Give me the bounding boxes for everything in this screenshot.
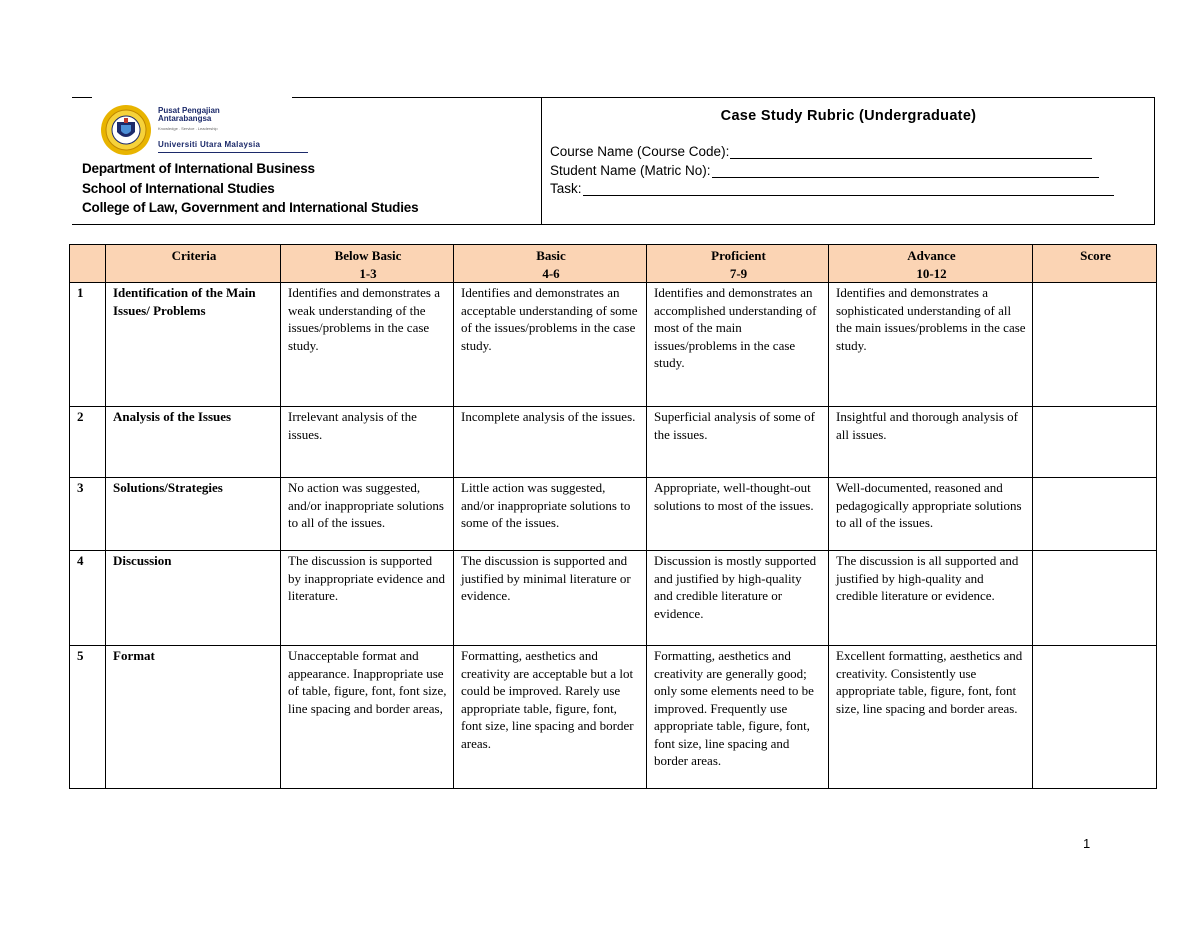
proficient-cell: Appropriate, well-thought-out solutions to most of the issues.	[647, 478, 829, 551]
school-line: School of International Studies	[82, 180, 275, 196]
course-input-line[interactable]	[730, 144, 1092, 159]
score-cell[interactable]	[1033, 646, 1157, 789]
table-row	[70, 478, 1157, 551]
rubric-table	[69, 244, 1157, 789]
criteria-cell: Discussion	[106, 551, 281, 646]
row-number: 2	[70, 407, 106, 478]
table-row	[70, 407, 1157, 478]
below-basic-header: Below Basic 1-3	[281, 245, 454, 283]
page-number: 1	[1083, 836, 1091, 851]
proficient-header: Proficient 7-9	[647, 245, 829, 283]
below-basic-cell: Unacceptable format and appearance. Inappropriate use of table, figure, font, font size, line spacing and border areas,	[281, 646, 454, 789]
row-number: 1	[70, 283, 106, 407]
criteria-cell: Identification of the Main Issues/ Problems	[106, 283, 281, 407]
task-input-line[interactable]	[583, 181, 1114, 196]
basic-header: Basic 4-6	[454, 245, 647, 283]
below-basic-cell: No action was suggested, and/or inappropriate solutions to all of the issues.	[281, 478, 454, 551]
score-cell[interactable]	[1033, 551, 1157, 646]
department-line: Department of International Business	[82, 161, 315, 176]
student-label: Student Name (Matric No):	[550, 163, 711, 178]
course-label: Course Name (Course Code):	[550, 144, 730, 159]
crest-icon	[100, 104, 152, 156]
advance-cell: The discussion is all supported and justified by high-quality and credible literature or evidence.	[829, 551, 1033, 646]
proficient-cell: Superficial analysis of some of the issues.	[647, 407, 829, 478]
score-cell[interactable]	[1033, 478, 1157, 551]
basic-cell: Incomplete analysis of the issues.	[454, 407, 647, 478]
department-block	[82, 159, 418, 218]
proficient-cell: Formatting, aesthetics and creativity are generally good; only some elements need to be improved. Frequently use appropriate table, figure, font, font size, line spacing and border areas.	[647, 646, 829, 789]
proficient-cell: Identifies and demonstrates an accomplished understanding of most of the main issues/problems in the case study.	[647, 283, 829, 407]
advance-cell: Identifies and demonstrates a sophisticated understanding of all the main issues/problems in the case study.	[829, 283, 1033, 407]
university-logo	[100, 104, 290, 156]
below-basic-cell: The discussion is supported by inappropriate evidence and literature.	[281, 551, 454, 646]
header-right	[542, 98, 1155, 224]
num-header	[70, 245, 106, 283]
college-line: College of Law, Government and International Studies	[82, 200, 419, 215]
row-number: 3	[70, 478, 106, 551]
task-label: Task:	[550, 181, 582, 196]
header-edge	[1154, 98, 1155, 224]
criteria-header: Criteria	[106, 245, 281, 283]
header-row	[70, 245, 1157, 283]
table-row	[70, 551, 1157, 646]
header-left	[72, 98, 541, 224]
proficient-cell: Discussion is mostly supported and justified by high-quality and credible literature or evidence.	[647, 551, 829, 646]
table-row	[70, 646, 1157, 789]
basic-cell: The discussion is supported and justified by minimal literature or evidence.	[454, 551, 647, 646]
score-header: Score	[1033, 245, 1157, 283]
criteria-cell: Analysis of the Issues	[106, 407, 281, 478]
criteria-cell: Solutions/Strategies	[106, 478, 281, 551]
score-cell[interactable]	[1033, 407, 1157, 478]
header-box	[72, 97, 1155, 225]
rubric-title: Case Study Rubric (Undergraduate)	[720, 108, 977, 124]
course-field[interactable]	[550, 144, 1092, 159]
logo-tagline: Knowledge . Service . Leadership	[158, 126, 218, 131]
basic-cell: Little action was suggested, and/or inappropriate solutions to some of the issues.	[454, 478, 647, 551]
basic-cell: Formatting, aesthetics and creativity are acceptable but a lot could be improved. Rarely use appropriate table, figure, font, font size, line spacing and border areas.	[454, 646, 647, 789]
below-basic-cell: Identifies and demonstrates a weak understanding of the issues/problems in the case study.	[281, 283, 454, 407]
table-row	[70, 283, 1157, 407]
student-input-line[interactable]	[712, 163, 1099, 178]
score-cell[interactable]	[1033, 283, 1157, 407]
row-number: 4	[70, 551, 106, 646]
advance-header: Advance 10-12	[829, 245, 1033, 283]
logo-university: Universiti Utara Malaysia	[158, 140, 261, 149]
student-field[interactable]	[550, 163, 1099, 178]
criteria-cell: Format	[106, 646, 281, 789]
basic-cell: Identifies and demonstrates an acceptable understanding of some of the issues/problems in the case study.	[454, 283, 647, 407]
logo-line-1: Pusat Pengajian Antarabangsa	[158, 106, 220, 123]
row-number: 5	[70, 646, 106, 789]
advance-cell: Excellent formatting, aesthetics and creativity. Consistently use appropriate table, figure, font, font size, line spacing and border areas.	[829, 646, 1033, 789]
advance-cell: Well-documented, reasoned and pedagogically appropriate solutions to all of the issues.	[829, 478, 1033, 551]
task-field[interactable]	[550, 181, 1114, 196]
below-basic-cell: Irrelevant analysis of the issues.	[281, 407, 454, 478]
advance-cell: Insightful and thorough analysis of all issues.	[829, 407, 1033, 478]
logo-divider	[158, 152, 308, 153]
